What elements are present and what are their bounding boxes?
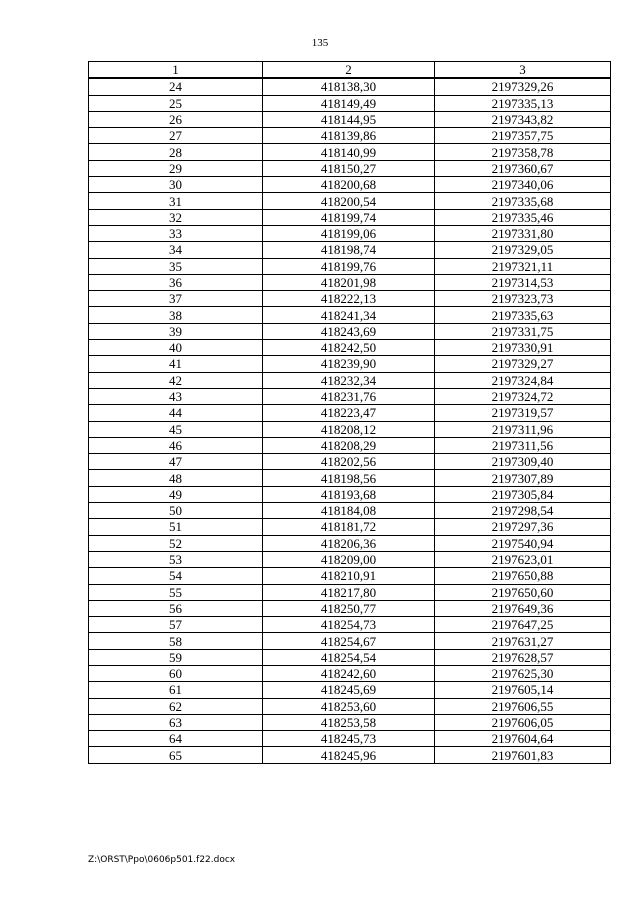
point-number-cell: 63: [89, 714, 263, 730]
table-row: [89, 177, 611, 193]
table-row: [89, 160, 611, 176]
table-row: [89, 682, 611, 698]
table-row: [89, 274, 611, 290]
x-coordinate-cell: 418253,60: [263, 698, 435, 714]
point-number-cell: 24: [89, 78, 263, 95]
y-coordinate-cell: 2197314,53: [435, 274, 611, 290]
page-number: 135: [311, 37, 329, 49]
point-number-cell: 45: [89, 421, 263, 437]
x-coordinate-cell: 418140,99: [263, 144, 435, 160]
y-coordinate-cell: 2197335,46: [435, 209, 611, 225]
x-coordinate-cell: 418199,74: [263, 209, 435, 225]
x-coordinate-cell: 418253,58: [263, 714, 435, 730]
table-row: [89, 291, 611, 307]
table-row: [89, 372, 611, 388]
x-coordinate-cell: 418181,72: [263, 519, 435, 535]
point-number-cell: 36: [89, 274, 263, 290]
table-row: [89, 698, 611, 714]
y-coordinate-cell: 2197311,56: [435, 437, 611, 453]
x-coordinate-cell: 418243,69: [263, 323, 435, 339]
y-coordinate-cell: 2197606,05: [435, 714, 611, 730]
table-row: [89, 340, 611, 356]
x-coordinate-cell: 418223,47: [263, 405, 435, 421]
column-header: 3: [435, 62, 611, 79]
y-coordinate-cell: 2197335,13: [435, 95, 611, 111]
table-row: [89, 144, 611, 160]
table-row: [89, 519, 611, 535]
x-coordinate-cell: 418150,27: [263, 160, 435, 176]
x-coordinate-cell: 418199,06: [263, 225, 435, 241]
point-number-cell: 53: [89, 551, 263, 567]
coordinates-table: [88, 61, 611, 764]
point-number-cell: 56: [89, 600, 263, 616]
y-coordinate-cell: 2197324,84: [435, 372, 611, 388]
x-coordinate-cell: 418210,91: [263, 568, 435, 584]
point-number-cell: 39: [89, 323, 263, 339]
y-coordinate-cell: 2197329,26: [435, 78, 611, 95]
point-number-cell: 62: [89, 698, 263, 714]
x-coordinate-cell: 418206,36: [263, 535, 435, 551]
point-number-cell: 49: [89, 486, 263, 502]
table-row: [89, 600, 611, 616]
y-coordinate-cell: 2197321,11: [435, 258, 611, 274]
table-row: [89, 714, 611, 730]
x-coordinate-cell: 418254,73: [263, 617, 435, 633]
y-coordinate-cell: 2197311,96: [435, 421, 611, 437]
point-number-cell: 33: [89, 225, 263, 241]
y-coordinate-cell: 2197331,80: [435, 225, 611, 241]
y-coordinate-cell: 2197329,27: [435, 356, 611, 372]
y-coordinate-cell: 2197360,67: [435, 160, 611, 176]
table-row: [89, 584, 611, 600]
x-coordinate-cell: 418200,68: [263, 177, 435, 193]
x-coordinate-cell: 418241,34: [263, 307, 435, 323]
y-coordinate-cell: 2197649,36: [435, 600, 611, 616]
column-header: 1: [89, 62, 263, 79]
y-coordinate-cell: 2197330,91: [435, 340, 611, 356]
y-coordinate-cell: 2197606,55: [435, 698, 611, 714]
x-coordinate-cell: 418209,00: [263, 551, 435, 567]
point-number-cell: 54: [89, 568, 263, 584]
x-coordinate-cell: 418242,60: [263, 665, 435, 681]
point-number-cell: 29: [89, 160, 263, 176]
y-coordinate-cell: 2197647,25: [435, 617, 611, 633]
y-coordinate-cell: 2197358,78: [435, 144, 611, 160]
x-coordinate-cell: 418245,96: [263, 747, 435, 763]
x-coordinate-cell: 418208,12: [263, 421, 435, 437]
table-row: [89, 421, 611, 437]
point-number-cell: 40: [89, 340, 263, 356]
point-number-cell: 55: [89, 584, 263, 600]
y-coordinate-cell: 2197298,54: [435, 503, 611, 519]
point-number-cell: 35: [89, 258, 263, 274]
y-coordinate-cell: 2197309,40: [435, 454, 611, 470]
x-coordinate-cell: 418149,49: [263, 95, 435, 111]
table-row: [89, 78, 611, 95]
y-coordinate-cell: 2197604,64: [435, 731, 611, 747]
table-row: [89, 470, 611, 486]
point-number-cell: 46: [89, 437, 263, 453]
point-number-cell: 47: [89, 454, 263, 470]
table-row: [89, 242, 611, 258]
y-coordinate-cell: 2197340,06: [435, 177, 611, 193]
table-row: [89, 486, 611, 502]
y-coordinate-cell: 2197297,36: [435, 519, 611, 535]
point-number-cell: 25: [89, 95, 263, 111]
table-row: [89, 323, 611, 339]
point-number-cell: 57: [89, 617, 263, 633]
table-row: [89, 193, 611, 209]
file-path-footer: Z:\ORST\Ppo\0606p501.f22.docx: [88, 855, 236, 865]
y-coordinate-cell: 2197324,72: [435, 388, 611, 404]
point-number-cell: 31: [89, 193, 263, 209]
point-number-cell: 26: [89, 111, 263, 127]
point-number-cell: 59: [89, 649, 263, 665]
y-coordinate-cell: 2197650,60: [435, 584, 611, 600]
table-row: [89, 747, 611, 763]
y-coordinate-cell: 2197601,83: [435, 747, 611, 763]
point-number-cell: 48: [89, 470, 263, 486]
table-row: [89, 356, 611, 372]
x-coordinate-cell: 418254,54: [263, 649, 435, 665]
y-coordinate-cell: 2197343,82: [435, 111, 611, 127]
x-coordinate-cell: 418239,90: [263, 356, 435, 372]
x-coordinate-cell: 418198,56: [263, 470, 435, 486]
x-coordinate-cell: 418139,86: [263, 128, 435, 144]
y-coordinate-cell: 2197628,57: [435, 649, 611, 665]
y-coordinate-cell: 2197631,27: [435, 633, 611, 649]
x-coordinate-cell: 418200,54: [263, 193, 435, 209]
table-row: [89, 209, 611, 225]
table-row: [89, 307, 611, 323]
x-coordinate-cell: 418217,80: [263, 584, 435, 600]
y-coordinate-cell: 2197323,73: [435, 291, 611, 307]
x-coordinate-cell: 418245,69: [263, 682, 435, 698]
point-number-cell: 64: [89, 731, 263, 747]
y-coordinate-cell: 2197335,68: [435, 193, 611, 209]
column-header: 2: [263, 62, 435, 79]
table-row: [89, 535, 611, 551]
table-body: [89, 78, 611, 763]
x-coordinate-cell: 418144,95: [263, 111, 435, 127]
x-coordinate-cell: 418202,56: [263, 454, 435, 470]
y-coordinate-cell: 2197650,88: [435, 568, 611, 584]
table-row: [89, 568, 611, 584]
y-coordinate-cell: 2197335,63: [435, 307, 611, 323]
point-number-cell: 32: [89, 209, 263, 225]
y-coordinate-cell: 2197605,14: [435, 682, 611, 698]
point-number-cell: 58: [89, 633, 263, 649]
y-coordinate-cell: 2197625,30: [435, 665, 611, 681]
y-coordinate-cell: 2197357,75: [435, 128, 611, 144]
point-number-cell: 41: [89, 356, 263, 372]
y-coordinate-cell: 2197540,94: [435, 535, 611, 551]
table-row: [89, 225, 611, 241]
table-row: [89, 503, 611, 519]
y-coordinate-cell: 2197307,89: [435, 470, 611, 486]
point-number-cell: 60: [89, 665, 263, 681]
point-number-cell: 30: [89, 177, 263, 193]
table-row: [89, 437, 611, 453]
point-number-cell: 34: [89, 242, 263, 258]
point-number-cell: 28: [89, 144, 263, 160]
point-number-cell: 52: [89, 535, 263, 551]
table-row: [89, 95, 611, 111]
table-row: [89, 633, 611, 649]
table-row: [89, 128, 611, 144]
x-coordinate-cell: 418208,29: [263, 437, 435, 453]
x-coordinate-cell: 418199,76: [263, 258, 435, 274]
point-number-cell: 27: [89, 128, 263, 144]
point-number-cell: 43: [89, 388, 263, 404]
point-number-cell: 44: [89, 405, 263, 421]
point-number-cell: 65: [89, 747, 263, 763]
point-number-cell: 51: [89, 519, 263, 535]
point-number-cell: 50: [89, 503, 263, 519]
table-row: [89, 665, 611, 681]
x-coordinate-cell: 418232,34: [263, 372, 435, 388]
y-coordinate-cell: 2197623,01: [435, 551, 611, 567]
x-coordinate-cell: 418250,77: [263, 600, 435, 616]
x-coordinate-cell: 418231,76: [263, 388, 435, 404]
x-coordinate-cell: 418245,73: [263, 731, 435, 747]
table-header-row: [89, 62, 611, 79]
table-row: [89, 551, 611, 567]
table-row: [89, 111, 611, 127]
point-number-cell: 61: [89, 682, 263, 698]
y-coordinate-cell: 2197305,84: [435, 486, 611, 502]
x-coordinate-cell: 418222,13: [263, 291, 435, 307]
x-coordinate-cell: 418254,67: [263, 633, 435, 649]
y-coordinate-cell: 2197319,57: [435, 405, 611, 421]
y-coordinate-cell: 2197331,75: [435, 323, 611, 339]
x-coordinate-cell: 418242,50: [263, 340, 435, 356]
x-coordinate-cell: 418198,74: [263, 242, 435, 258]
point-number-cell: 38: [89, 307, 263, 323]
y-coordinate-cell: 2197329,05: [435, 242, 611, 258]
table-row: [89, 617, 611, 633]
table-row: [89, 388, 611, 404]
table-row: [89, 454, 611, 470]
point-number-cell: 42: [89, 372, 263, 388]
x-coordinate-cell: 418201,98: [263, 274, 435, 290]
table-row: [89, 649, 611, 665]
table-row: [89, 405, 611, 421]
table-row: [89, 731, 611, 747]
x-coordinate-cell: 418138,30: [263, 78, 435, 95]
x-coordinate-cell: 418184,08: [263, 503, 435, 519]
point-number-cell: 37: [89, 291, 263, 307]
table-row: [89, 258, 611, 274]
x-coordinate-cell: 418193,68: [263, 486, 435, 502]
